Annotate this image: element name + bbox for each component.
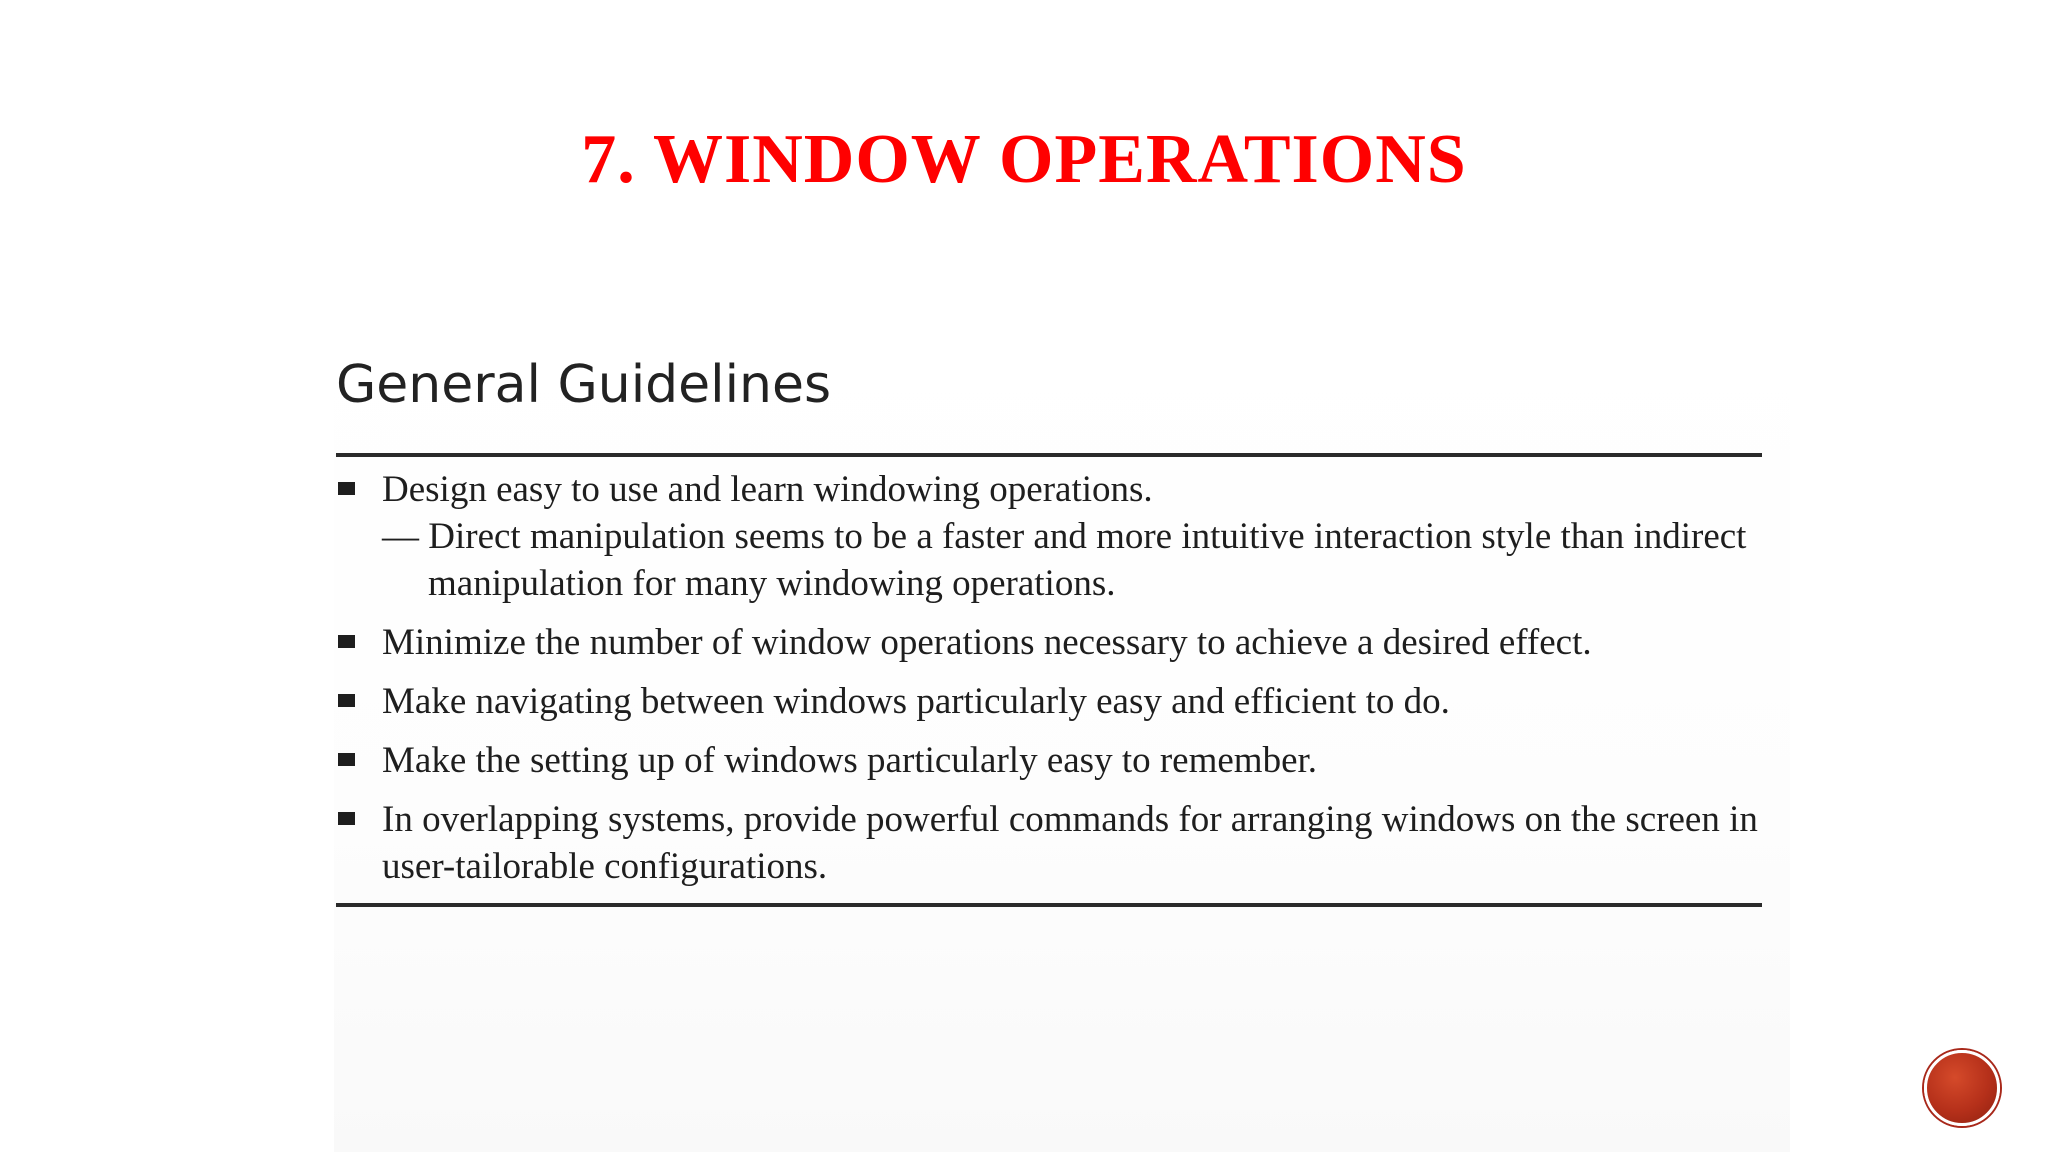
- guideline-text: In overlapping systems, provide powerful commands for arranging windows on the screen in user-tailorable configurations.: [382, 799, 1758, 887]
- square-bullet-icon: [338, 694, 355, 707]
- guidelines-image: [334, 330, 1790, 1152]
- guideline-text: Make navigating between windows particularly easy and efficient to do.: [382, 681, 1450, 722]
- guidelines-list: [334, 466, 1790, 902]
- square-bullet-icon: [338, 635, 355, 648]
- guideline-item: [334, 466, 1790, 607]
- square-bullet-icon: [338, 753, 355, 766]
- guideline-text: Design easy to use and learn windowing operations.: [382, 469, 1153, 510]
- circle-button-icon[interactable]: [1924, 1050, 2000, 1126]
- square-bullet-icon: [338, 482, 355, 495]
- guideline-subpoint: — Direct manipulation seems to be a faster and more intuitive interaction style than indirect manipulation for many windowing operations.: [382, 516, 1747, 604]
- guideline-text: Minimize the number of window operations necessary to achieve a desired effect.: [382, 622, 1592, 663]
- slide-title: 7. WINDOW OPERATIONS: [581, 121, 1467, 198]
- guideline-text: Make the setting up of windows particularly easy to remember.: [382, 740, 1318, 781]
- top-rule: [336, 453, 1762, 457]
- guideline-item: [334, 737, 1790, 784]
- square-bullet-icon: [338, 812, 355, 825]
- section-heading: General Guidelines: [336, 355, 832, 415]
- guideline-item: [334, 678, 1790, 725]
- guideline-item: [334, 619, 1790, 666]
- bottom-rule: [336, 903, 1762, 907]
- guideline-item: [334, 796, 1790, 890]
